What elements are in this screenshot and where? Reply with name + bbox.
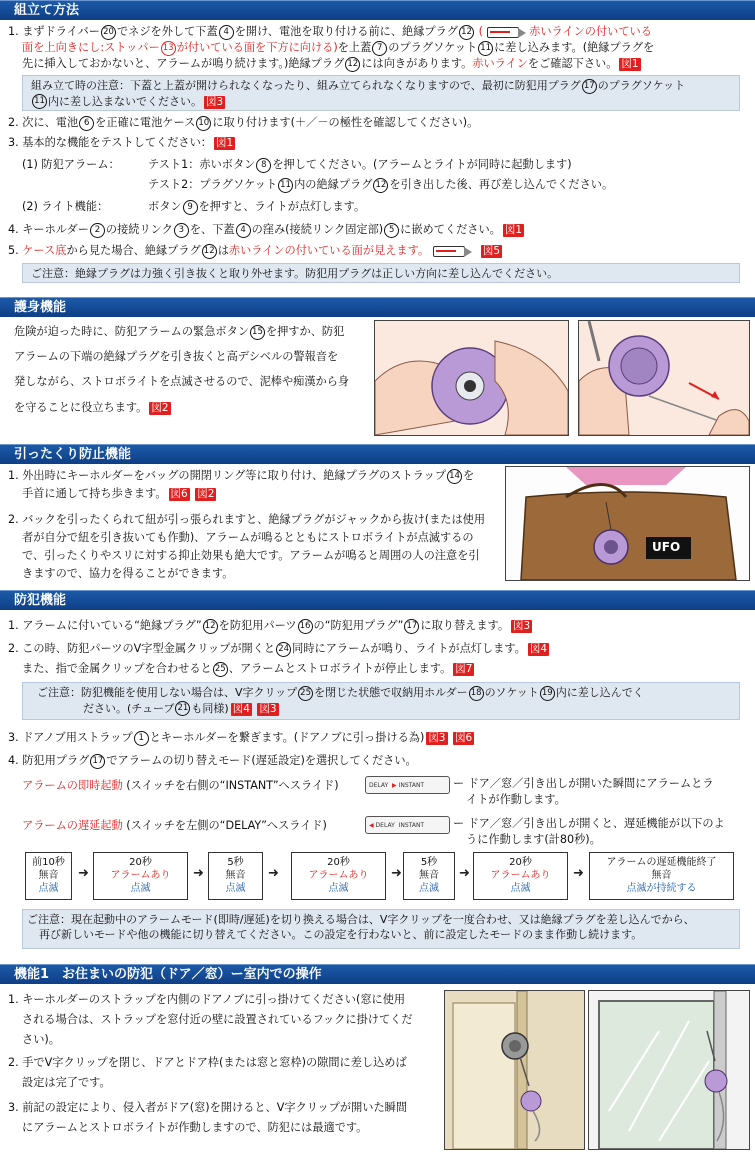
circled-number: 12 — [373, 178, 388, 193]
flow-arrow-icon: ➜ — [78, 866, 89, 881]
circled-number: 25 — [213, 662, 228, 677]
fig-ref: 図6 — [170, 488, 188, 500]
assembly-step-5: 5. ケース底から見た場合、絶縁プラグ 12 は赤いラインの付いている面が見えます。 図5 — [8, 244, 501, 257]
bag-with-alarm-icon — [506, 467, 749, 580]
anti-snatch-2-line-4: きますので、協力を得ることができます。 — [22, 567, 234, 580]
assembly-step-3: 3. 基本的な機能をテストしてください： 図1 — [8, 136, 234, 149]
fig-ref: 図3 — [259, 702, 277, 715]
circled-number: 11 — [278, 178, 293, 193]
insulation-plug-icon — [433, 246, 465, 257]
section-header-self-defense: 護身機能 — [0, 297, 755, 317]
anti-snatch-2-line-3: で、引ったくりやスリに対する抑止効果も絶大です。アラームが鳴ると周囲の人の注意を引 — [22, 549, 480, 562]
mode-delay: アラームの遅延起動 (スイッチを左側の“DELAY”へスライド) — [22, 819, 327, 832]
fig-ref: 図1 — [504, 224, 523, 236]
assembly-caution-note: 組み立て時の注意：下蓋と上蓋が開けられなくなったり、組み立てられなくなりますので、最初に防犯用プラグ 17 のプラグソケット 11 内に差し込まないでください。 図3 — [22, 75, 740, 111]
circled-number: 4 — [236, 223, 251, 238]
fig-ref: 図6 — [455, 732, 473, 744]
crime-step-2-line-1: 2. この時、防犯パーツのV字型金属クリップが開くと 24 同時にアラームが鳴り、ライトが点灯します。 図4 — [8, 642, 548, 655]
circled-number: 8 — [256, 158, 271, 173]
fig-ref: 図2 — [151, 402, 169, 414]
home-step-2-line-2: 設定は完了です。 — [22, 1076, 111, 1089]
switch-instant-icon: DELAY ▶ INSTANT — [365, 776, 450, 794]
flow-arrow-icon: ➜ — [268, 866, 279, 881]
illustration-bag — [505, 466, 750, 581]
circled-number: 14 — [447, 469, 462, 484]
circled-number: 13 — [161, 41, 176, 56]
assembly-step-3-light: (2) ライト機能： — [22, 200, 109, 213]
circled-number: 24 — [276, 642, 291, 657]
self-defense-line-1: 危険が迫った時に、防犯アラームの緊急ボタン 15 を押すか、防犯 — [14, 325, 345, 338]
self-defense-line-2: アラームの下端の絶縁プラグを引き抜くと高デシベルの警報音を — [14, 350, 339, 363]
fig-ref: 図1 — [621, 58, 639, 70]
anti-snatch-1-line-1: 1. 外出時にキーホルダーをバッグの開閉リング等に取り付け、絶縁プラグのストラップ 14 を — [8, 469, 475, 482]
assembly-step-1-line-3: 先に挿入しておかないと、アラームが鳴り続けます。)絶縁プラグ 12 には向きがあります。赤いラインをご確認下さい。 図1 — [22, 57, 639, 70]
circled-number: 21 — [175, 701, 190, 716]
circled-number: 12 — [459, 25, 474, 40]
circled-number: 20 — [101, 25, 116, 40]
circled-number: 3 — [174, 223, 189, 238]
anti-snatch-1-line-2: 手首に通して持ち歩きます。 図6 図2 — [22, 487, 215, 500]
crime-step-4: 4. 防犯用プラグ 17 でアラームの切り替えモード(遅延設定)を選択してください。 — [8, 754, 417, 767]
circled-number: 10 — [196, 116, 211, 131]
plug-caution-note: ご注意：絶縁プラグは力強く引き抜くと取り外せます。防犯用プラグは正しい方向に差し込んでください。 — [22, 263, 740, 283]
hand-pressing-alarm-icon — [375, 321, 568, 435]
home-step-1-line-2: される場合は、ストラップを窓付近の壁に設置されているフックに掛けてくだ — [22, 1013, 413, 1026]
assembly-step-1-line-1: 1. まずドライバー 20 でネジを外して下蓋 4 を開け、電池を取り付ける前に、絶縁プラグ 12 ( 赤いラインの付いている — [8, 25, 652, 38]
illustration-window — [588, 990, 750, 1150]
home-step-3-line-1: 3. 前記の設定により、侵入者がドア(窓)を開けると、V字クリップが開いた瞬間 — [8, 1101, 408, 1114]
flow-step-2: 20秒 アラームあり 点滅 — [93, 852, 188, 900]
flow-step-6: 20秒 アラームあり 点滅 — [473, 852, 568, 900]
crime-caution-note: ご注意：防犯機能を使用しない場合は、V字クリップ 25 を閉じた状態で収納用ホルダー 18 のソケット 19 内に差し込んでく ださい。(チューブ 21 も同様) 図4 図3 — [22, 682, 740, 720]
flow-step-7: アラームの遅延機能終了 無音 点滅が持続する — [589, 852, 734, 900]
assembly-step-4: 4. キーホルダー 2 の接続リンク 3 を、下蓋 4 の窪み(接続リンク固定部) 5 に嵌めてください。 図1 — [8, 223, 523, 236]
mode-delay-desc-1: ー ドア／窓／引き出しが開くと、遅延機能が以下のよ — [453, 817, 725, 830]
mode-caution-note: ご注意：現在起動中のアラームモード(即時/遅延)を切り換える場合は、V字クリップを一度合わせ、又は絶縁プラグを差し込んでから、 再び新しいモードや他の機能に切り替えてください。この設定を行わないと、前に設定したモードのまま作動し続けます。 — [22, 909, 740, 949]
circled-number: 12 — [202, 244, 217, 259]
crime-step-3: 3. ドアノブ用ストラップ 1 とキーホルダーを繋ぎます。(ドアノブに引っ掛ける為) 図3 図6 — [8, 731, 473, 744]
assembly-step-1-line-2: 面を上向きにし:ストッパー 13 が付いている面を下方に向ける)を上蓋 7 のプラグソケット 11 に差し込みます。(絶縁プラグを — [22, 41, 655, 54]
circled-number: 6 — [79, 116, 94, 131]
flow-arrow-icon: ➜ — [573, 866, 584, 881]
home-step-3-line-2: にアラームとストロボライトが作動しますので、防犯には最適です。 — [22, 1121, 368, 1134]
fig-ref: 図4 — [529, 643, 548, 655]
flow-step-1: 前10秒 無音 点滅 — [25, 852, 72, 900]
circled-number: 11 — [478, 41, 493, 56]
door-with-alarm-icon — [445, 991, 584, 1149]
illustration-press-button — [374, 320, 569, 436]
assembly-step-3-alarm-test-1: (1) 防犯アラーム： — [22, 158, 120, 171]
section-header-assembly: 組立て方法 — [0, 0, 755, 20]
fig-ref: 図3 — [428, 732, 446, 744]
anti-snatch-2-line-2: 者が自分で紐を引き抜いても作動)、アラームが鳴るとともにストロボライトが点滅するの — [22, 531, 474, 544]
circled-number: 16 — [298, 619, 313, 634]
fig-ref: 図3 — [513, 620, 531, 632]
circled-number: 2 — [90, 223, 105, 238]
section-header-crime-prevention: 防犯機能 — [0, 590, 755, 610]
crime-step-2-line-2: また、指で金属クリップを合わせると 25 、アラームとストロボライトが停止します。 図7 — [22, 662, 473, 675]
illustration-door — [444, 990, 585, 1150]
ufo-logo: UFO — [652, 540, 681, 554]
mode-instant-desc-1: ー ドア／窓／引き出しが開いた瞬間にアラームとラ — [453, 777, 714, 790]
fig-ref: 図5 — [482, 245, 501, 257]
circled-number: 12 — [203, 619, 218, 634]
fig-ref: 図7 — [455, 663, 473, 675]
assembly-step-2: 2. 次に、電池 6 を正確に電池ケース 10 に取り付けます(＋／－の極性を確認してください)。 — [8, 116, 479, 129]
circled-number: 7 — [372, 41, 387, 56]
mode-instant-desc-2: イトが作動します。 — [466, 793, 566, 806]
flow-step-5: 5秒 無音 点滅 — [403, 852, 455, 900]
fig-ref: 図4 — [232, 702, 250, 715]
circled-number: 4 — [219, 25, 234, 40]
section-header-home-security: 機能1 お住まいの防犯（ドア／窓）ー室内での操作 — [0, 964, 755, 984]
mode-instant: アラームの即時起動 (スイッチを右側の“INSTANT”へスライド) — [22, 779, 339, 792]
self-defense-line-3: 発しながら、ストロボライトを点滅させるので、泥棒や痴漢から身 — [14, 375, 350, 388]
illustration-pull-plug — [578, 320, 750, 436]
flow-arrow-icon: ➜ — [459, 866, 470, 881]
assembly-step-3-test-1: テスト1：赤いボタン 8 を押してください。(アラームとライトが同時に起動します) — [148, 158, 572, 171]
assembly-step-3-test-2: テスト2：プラグソケット 11 内の絶縁プラグ 12 を引き出した後、再び差し込んでください。 — [148, 178, 614, 191]
mode-delay-desc-2: うに作動します(計80秒)。 — [466, 833, 601, 846]
window-with-alarm-icon — [589, 991, 749, 1149]
home-step-1-line-3: さい)。 — [22, 1033, 60, 1046]
circled-number: 9 — [183, 200, 198, 215]
circled-number: 11 — [32, 94, 47, 109]
self-defense-line-4: を守ることに役立ちます。 図2 — [14, 401, 169, 414]
fig-ref: 図3 — [206, 95, 224, 108]
flow-step-4: 20秒 アラームあり 点滅 — [291, 852, 386, 900]
switch-delay-icon: ◀ DELAY INSTANT — [365, 816, 450, 834]
circled-number: 17 — [90, 754, 105, 769]
circled-number: 19 — [540, 686, 555, 701]
circled-number: 15 — [250, 325, 265, 340]
anti-snatch-2-line-1: 2. バックを引ったくられて紐が引っ張られますと、絶縁プラグがジャックから抜け(または使用 — [8, 513, 486, 526]
section-header-anti-snatch: 引ったくり防止機能 — [0, 444, 755, 464]
circled-number: 5 — [384, 223, 399, 238]
hand-pulling-plug-icon — [579, 321, 749, 435]
circled-number: 12 — [345, 57, 360, 72]
insulation-plug-icon — [487, 27, 519, 38]
home-step-2-line-1: 2. 手でV字クリップを閉じ、ドアとドア枠(または窓と窓枠)の隙間に差し込めば — [8, 1056, 407, 1069]
fig-ref: 図2 — [197, 488, 215, 500]
flow-arrow-icon: ➜ — [391, 866, 402, 881]
fig-ref: 図1 — [215, 137, 234, 149]
assembly-step-3-light-desc: ボタン 9 を押すと、ライトが点灯します。 — [148, 200, 366, 213]
circled-number: 17 — [582, 79, 597, 94]
crime-step-1: 1. アラームに付いている“絶縁プラグ” 12 を防犯用パーツ 16 の“防犯用プラグ” 17 に取り替えます。 図3 — [8, 619, 531, 632]
flow-step-3: 5秒 無音 点滅 — [208, 852, 263, 900]
home-step-1-line-1: 1. キーホルダーのストラップを内側のドアノブに引っ掛けてください(窓に使用 — [8, 993, 406, 1006]
circled-number: 25 — [298, 686, 313, 701]
circled-number: 1 — [134, 731, 149, 746]
flow-arrow-icon: ➜ — [193, 866, 204, 881]
circled-number: 18 — [469, 686, 484, 701]
circled-number: 17 — [404, 619, 419, 634]
